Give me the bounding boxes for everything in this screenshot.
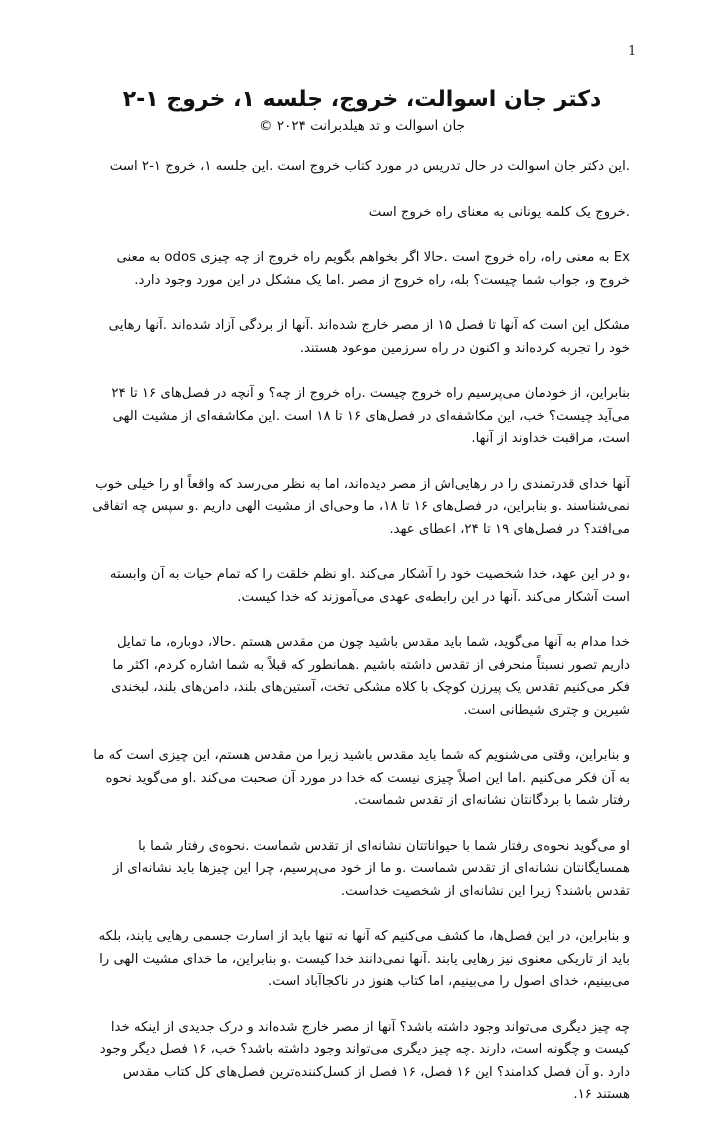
paragraph: و بنابراین، وقتی می‌شنویم که شما باید مقدس باشید زیرا من مقدس هستم، این چیزی است که ما به آن فکر می‌کنیم .اما این اصلاً چیزی نیست که خدا در مورد آن صحبت می‌کند .او می‌گوید نحوه رفتار شما با بردگانتان نشانه‌ای از تقدس شماست. [93, 748, 630, 808]
document-subtitle: جان اسوالت و تد هیلدبرانت ۲۰۲۴ © [259, 118, 465, 134]
paragraph: آنها خدای قدرتمندی را در رهایی‌اش از مصر دیده‌اند، اما به نظر می‌رسد که واقعاً او را خیلی خوب نمی‌شناسند .و بنابراین، در فصل‌های ۱۶ تا ۱۸، ما وحی‌ای از مشیت الهی داریم .و سپس چه اتفاقی می‌افتد؟ در فصل‌های ۱۹ تا ۲۴، اعطای عهد. [92, 476, 630, 537]
paragraph: مشکل این است که آنها تا فصل ۱۵ از مصر خارج شده‌اند .آنها از بردگی آزاد شده‌اند .آنها رهایی خود را تجربه کرده‌اند و اکنون در راه سرزمین موعود هستند. [108, 318, 630, 356]
paragraph: .این دکتر جان اسوالت در حال تدریس در مورد کتاب خروج است .این جلسه ۱، خروج ۱-۲ است [109, 159, 630, 174]
document-header [0, 86, 724, 136]
paragraph: .خروج یک کلمه یونانی به معنای راه خروج است [368, 204, 630, 220]
document-title: دکتر جان اسوالت، خروج، جلسه ۱، خروج ۱-۲ [122, 87, 602, 112]
paragraph: و بنابراین، در این فصل‌ها، ما کشف می‌کنیم که آنها نه تنها باید از اسارت جسمی رهایی یابند، بلکه باید از تاریکی معنوی نیز رهایی یابند .آنها نمی‌دانند خدا کیست .و بنابراین، ما خدای مشیت الهی را می‌بینیم، خدای اصول را می‌بینیم، اما کتاب هنوز در ناکجاآباد است. [98, 929, 630, 989]
paragraph: او می‌گوید نحوه‌ی رفتار شما با حیواناتتان نشانه‌ای از تقدس شماست .نحوه‌ی رفتار شما با همسایگانتان نشانه‌ای از تقدس شماست .و ما از خود می‌پرسیم، چرا این چیزها باید نشانه‌ای از تقدس باشند؟ زیرا این نشانه‌ای از شخصیت خداست. [113, 838, 630, 899]
page-number: 1 [628, 44, 637, 59]
paragraph: چه چیز دیگری می‌تواند وجود داشته باشد؟ آنها از مصر خارج شده‌اند و درک جدیدی از اینکه خدا کیست و چگونه است، دارند .چه چیز دیگری می‌تواند وجود داشته باشد؟ خب، ۱۶ فصل دیگر وجود دارد .و آن فصل کدامند؟ این ۱۶ فصل، ۱۶ فصل از کسل‌کننده‌ترین فصل‌های کل کتاب مقدس هستند ۱۶. [99, 1019, 630, 1102]
document-body [90, 156, 630, 1130]
paragraph: بنابراین، از خودمان می‌پرسیم راه خروج چیست .راه خروج از چه؟ و آنچه در فصل‌های ۱۶ تا ۲۴ می‌آید چیست؟ خب، این مکاشفه‌ای در فصل‌های ۱۶ تا ۱۸ است .این مکاشفه‌ای از مشیت الهی است، مراقبت خداوند از آنها. [111, 386, 630, 446]
paragraph: خدا مدام به آنها می‌گوید، شما باید مقدس باشید چون من مقدس هستم .حالا، دوباره، ما تمایل داریم تصور نسبتاً منحرفی از تقدس داشته باشیم .همانطور که قبلاً به شما اشاره کردم، اکثر ما فکر می‌کنیم تقدس یک پیرزن کوچک با کلاه مشکی تخت، آستین‌های بلند، دامن‌های بلند، لبخندی شیرین و چتری شیطانی است. [110, 635, 630, 718]
paragraph: Ex به معنی راه، راه خروج است .حالا اگر بخواهم بگویم راه خروج از چه چیزی odos به معنی خروج و، جواب شما چیست؟ بله، راه خروج از مصر .اما یک مشکل در این مورد وجود دارد. [116, 250, 630, 288]
paragraph: ،و در این عهد، خدا شخصیت خود را آشکار می‌کند .او نظم خلقت را که تمام حیات به آن وابسته است آشکار می‌کند .آنها در این رابطه‌ی عهدی می‌آموزند که خدا کیست. [109, 567, 630, 605]
